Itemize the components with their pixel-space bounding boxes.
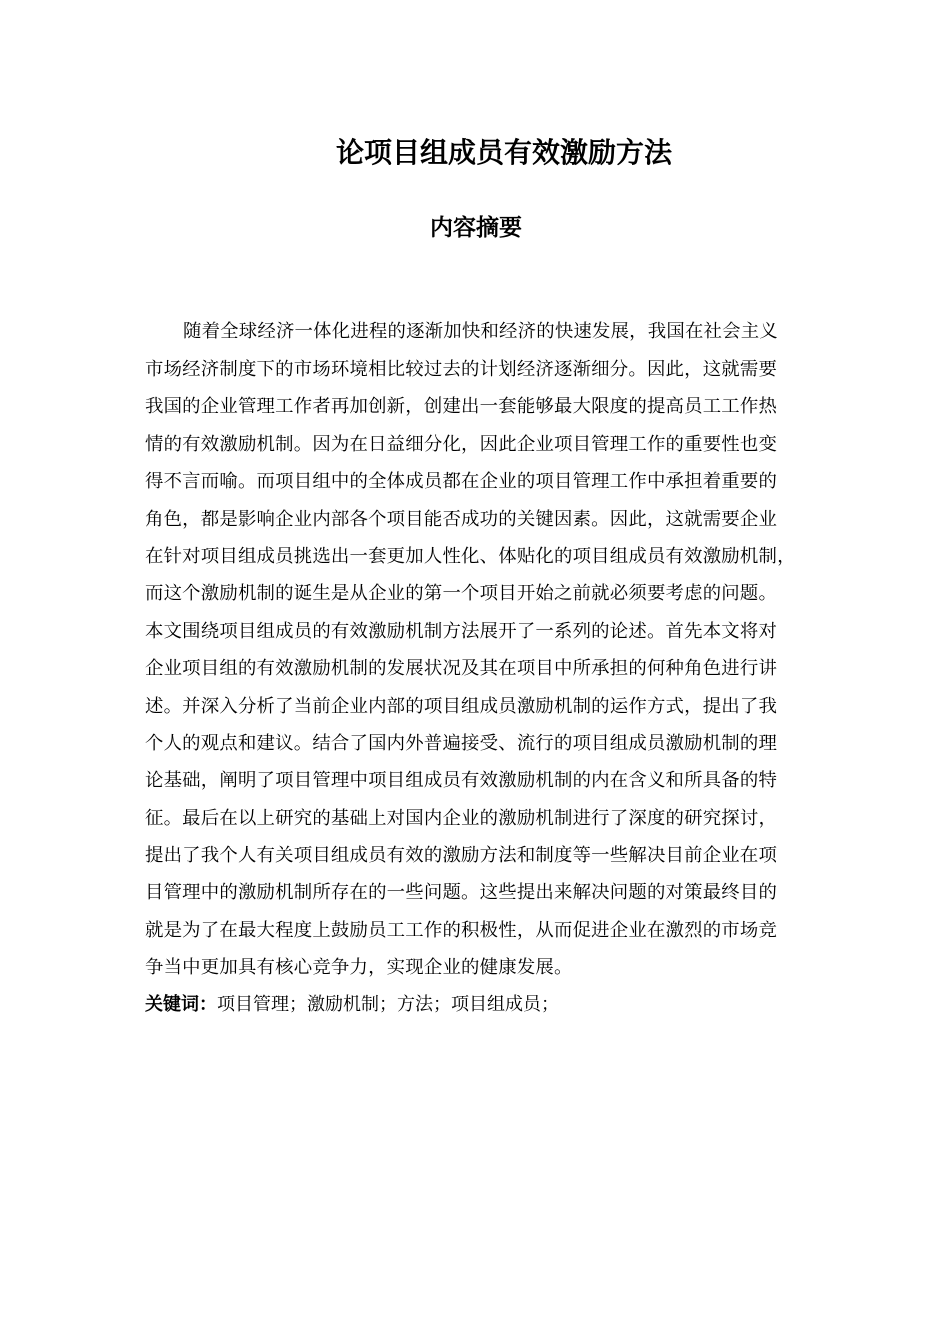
abstract-line: 征。最后在以上研究的基础上对国内企业的激励机制进行了深度的研究探讨， (145, 808, 778, 829)
page-title: 论项目组成员有效激励方法 (335, 136, 672, 169)
abstract-line: 本文围绕项目组成员的有效激励机制方法展开了一系列的论述。首先本文将对 (145, 621, 778, 642)
abstract-line: 个人的观点和建议。结合了国内外普遍接受、流行的项目组成员激励机制的理 (145, 733, 778, 754)
abstract-line: 在针对项目组成员挑选出一套更加人性化、体贴化的项目组成员有效激励机制， (145, 546, 796, 567)
abstract-line: 争当中更加具有核心竞争力，实现企业的健康发展。 (145, 957, 573, 978)
keywords-label: 关键词： (145, 994, 217, 1015)
abstract-line: 我国的企业管理工作者再加创新，创建出一套能够最大限度的提高员工工作热 (145, 396, 778, 417)
abstract-line: 就是为了在最大程度上鼓励员工工作的积极性，从而促进企业在激烈的市场竞 (145, 920, 778, 941)
abstract-line: 论基础，阐明了项目管理中项目组成员有效激励机制的内在含义和所具备的特 (145, 770, 778, 791)
abstract-line: 角色，都是影响企业内部各个项目能否成功的关键因素。因此，这就需要企业 (145, 509, 778, 530)
keywords-line (145, 986, 559, 1023)
abstract-line: 述。并深入分析了当前企业内部的项目组成员激励机制的运作方式，提出了我 (145, 696, 778, 717)
keywords-text: 项目管理；激励机制；方法；项目组成员； (217, 994, 559, 1015)
abstract-line: 提出了我个人有关项目组成员有效的激励方法和制度等一些解决目前企业在项 (145, 845, 778, 866)
abstract-line: 企业项目组的有效激励机制的发展状况及其在项目中所承担的何种角色进行讲 (145, 658, 778, 679)
abstract-line: 情的有效激励机制。因为在日益细分化，因此企业项目管理工作的重要性也变 (145, 434, 778, 455)
abstract-line: 而这个激励机制的诞生是从企业的第一个项目开始之前就必须要考虑的问题。 (145, 583, 778, 604)
abstract-line: 目管理中的激励机制所存在的一些问题。这些提出来解决问题的对策最终目的 (145, 882, 778, 903)
abstract-heading: 内容摘要 (430, 215, 522, 241)
abstract-line: 随着全球经济一体化进程的逐渐加快和经济的快速发展，我国在社会主义 (183, 321, 778, 342)
abstract-line: 市场经济制度下的市场环境相比较过去的计划经济逐渐细分。因此，这就需要 (145, 359, 778, 380)
abstract-line: 得不言而喻。而项目组中的全体成员都在企业的项目管理工作中承担着重要的 (145, 471, 778, 492)
